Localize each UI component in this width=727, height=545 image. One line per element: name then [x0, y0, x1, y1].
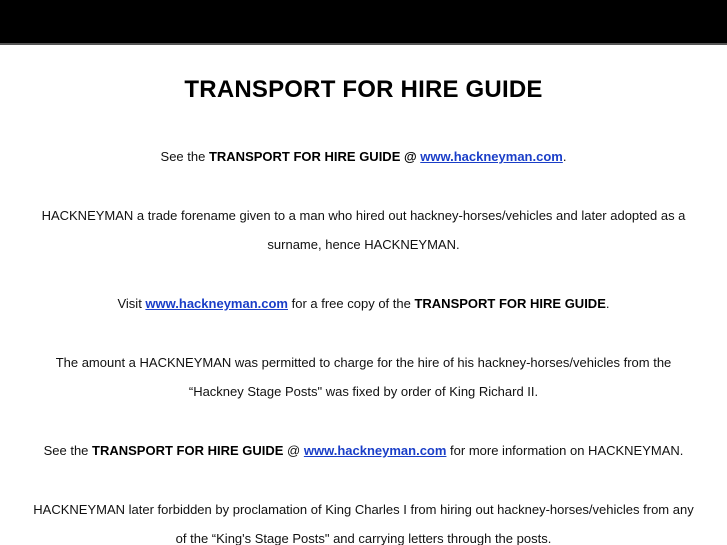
text: .: [562, 149, 567, 164]
top-banner: [0, 0, 727, 45]
text-line: of the “King's Stage Posts" and carrying letters through the posts.: [175, 531, 552, 545]
text: Visit: [117, 296, 146, 311]
page-title: TRANSPORT FOR HIRE GUIDE: [184, 76, 543, 103]
text: See the: [160, 149, 209, 164]
paragraph-more-info: [0, 436, 727, 465]
text: for more information on HACKNEYMAN.: [446, 443, 684, 458]
bold-guide-name: TRANSPORT FOR HIRE GUIDE: [92, 443, 284, 458]
text-line: HACKNEYMAN a trade forename given to a man who hired out hackney-horses/vehicles and later adopted as a: [41, 208, 686, 223]
page-content: [0, 45, 727, 545]
text: .: [605, 296, 610, 311]
hackneyman-link[interactable]: www.hackneyman.com: [145, 296, 288, 311]
text: See the: [43, 443, 93, 458]
paragraph-king-richard: [0, 348, 727, 406]
text-line: HACKNEYMAN later forbidden by proclamation of King Charles I from hiring out hackney-horses/vehicles from any: [33, 502, 694, 517]
paragraph-see-guide: [0, 142, 727, 171]
bold-guide-name: TRANSPORT FOR HIRE GUIDE: [414, 296, 606, 311]
text-line: surname, hence HACKNEYMAN.: [267, 237, 460, 252]
paragraph-king-charles: [0, 495, 727, 545]
text: @: [283, 443, 304, 458]
text-line: The amount a HACKNEYMAN was permitted to charge for the hire of his hackney-horses/vehicles from the: [55, 355, 672, 370]
text: for a free copy of the: [288, 296, 415, 311]
hackneyman-link[interactable]: www.hackneyman.com: [420, 149, 563, 164]
paragraph-hackneyman-definition: [0, 201, 727, 259]
text-line: “Hackney Stage Posts" was fixed by order of King Richard II.: [188, 384, 539, 399]
bold-guide-name: TRANSPORT FOR HIRE GUIDE @: [208, 149, 421, 164]
paragraph-visit: [0, 289, 727, 318]
hackneyman-link[interactable]: www.hackneyman.com: [303, 443, 447, 458]
